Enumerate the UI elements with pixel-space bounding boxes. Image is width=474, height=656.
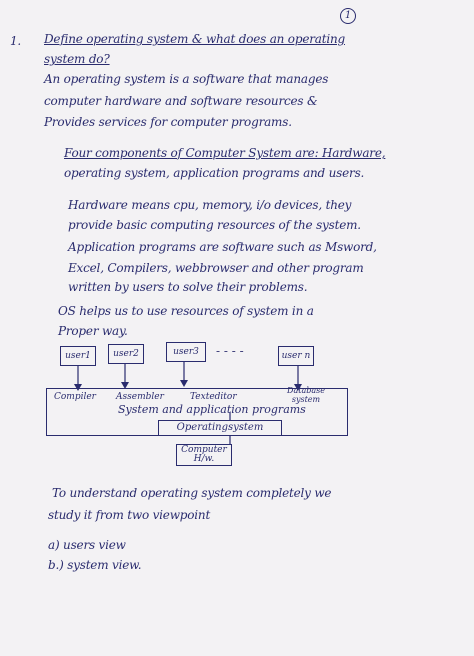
hardware-line-5: written by users to solve their problems. [68, 280, 308, 294]
computer-hw-box [176, 444, 232, 466]
system-view-item: b.) system view. [48, 558, 142, 572]
user-3-box: user3 [166, 342, 206, 362]
computer-hw-label: Computer H/w. [181, 445, 227, 464]
components-line-1: Four components of Computer System are: Hardware, [64, 146, 386, 160]
hardware-line-4: Excel, Compilers, webbrowser and other program [68, 261, 364, 275]
compiler-label: Compiler [54, 392, 96, 402]
users-ellipsis: - - - - [216, 344, 244, 358]
hardware-line-1: Hardware means cpu, memory, i/o devices, they [68, 198, 352, 212]
components-line-2: operating system, application programs and users. [64, 166, 365, 180]
user-n-box: user n [278, 346, 314, 366]
question-line-2: system do? [44, 52, 110, 66]
hardware-line-2: provide basic computing resources of the system. [68, 218, 361, 232]
question-line-1: Define operating system & what does an operating [44, 32, 345, 46]
question-number: 1. [10, 34, 22, 48]
operating-system-box: Operatingsystem [158, 420, 282, 436]
hardware-line-7: Proper way. [58, 324, 128, 338]
page-number: 1 [340, 8, 356, 24]
user-1-box: user1 [60, 346, 96, 366]
viewpoints-line-2: study it from two viewpoint [48, 508, 211, 522]
answer-line-3: Provides services for computer programs. [44, 115, 292, 129]
hardware-line-3: Application programs are software such as Msword, [68, 240, 377, 254]
texteditor-label: Texteditor [190, 392, 237, 402]
database-label: Database system [287, 386, 325, 404]
hardware-line-6: OS helps us to use resources of system in a [58, 304, 314, 318]
system-programs-label: System and application programs [118, 403, 306, 416]
viewpoints-line-1: To understand operating system completely we [52, 486, 332, 500]
users-view-item: a) users view [48, 538, 126, 552]
answer-line-1: An operating system is a software that manages [44, 72, 329, 86]
assembler-label: Assembler [116, 392, 164, 402]
answer-line-2: computer hardware and software resources & [44, 94, 318, 108]
user-2-box: user2 [108, 344, 144, 364]
